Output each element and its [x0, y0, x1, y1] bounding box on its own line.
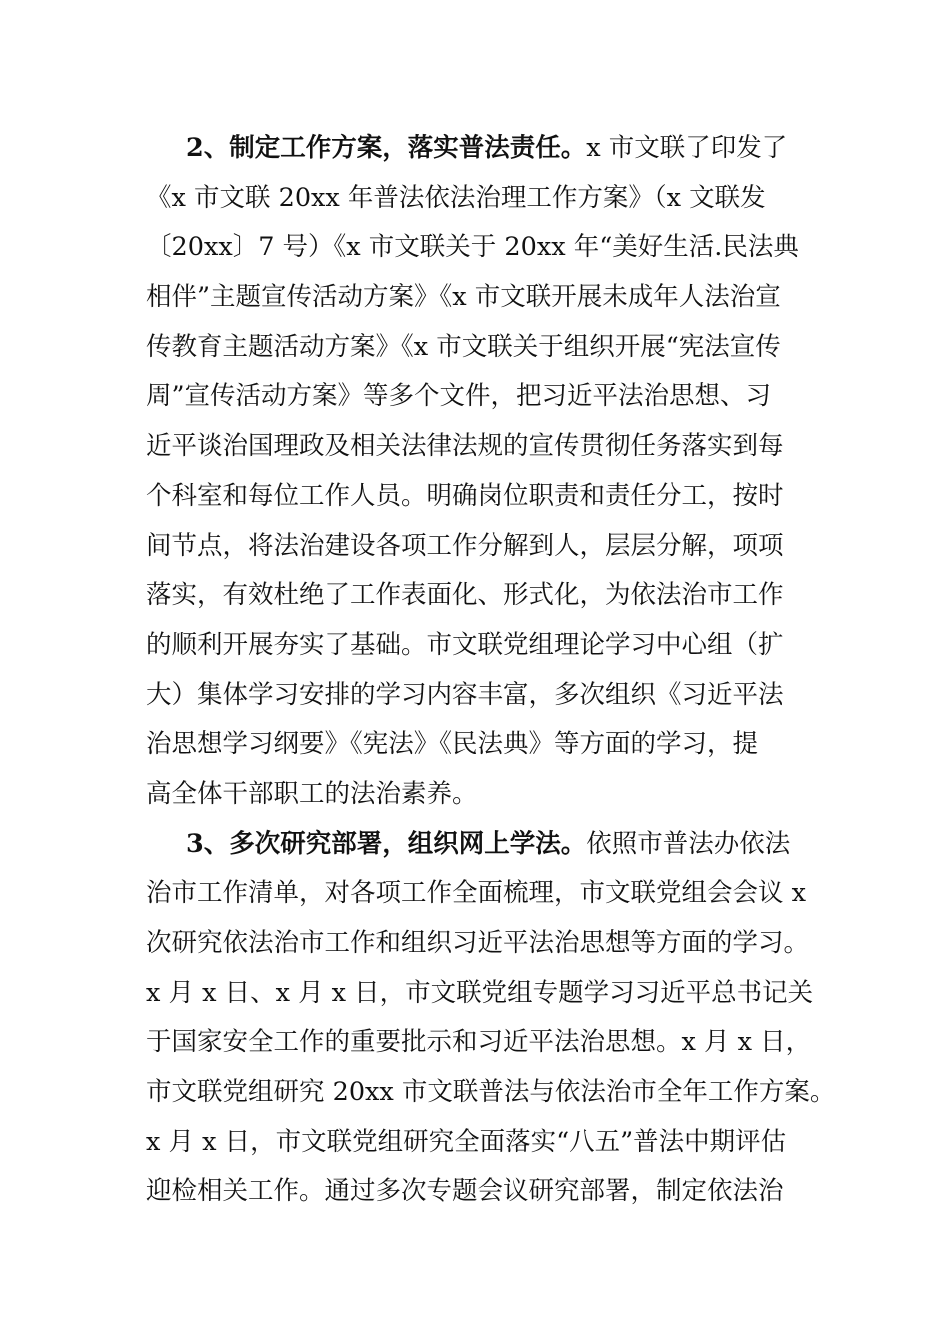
- paragraph-2-text: x 市文联了印发了: [586, 133, 788, 163]
- paragraph-line: 高全体干部职工的法治素养。: [146, 778, 478, 809]
- paragraph-line: 传教育主题活动方案》《x 市文联关于组织开展“宪法宣传: [146, 331, 781, 362]
- paragraph-line: 迎检相关工作。通过多次专题会议研究部署，制定依法治: [146, 1176, 784, 1207]
- paragraph-line: 个科室和每位工作人员。明确岗位职责和责任分工，按时: [146, 480, 784, 511]
- paragraph-2-line-1: [146, 124, 811, 174]
- paragraph-3-text: 依照市普法办依法: [586, 828, 791, 859]
- paragraph-line: 次研究依法治市工作和组织习近平法治思想等方面的学习。: [146, 928, 810, 958]
- paragraph-line: 治思想学习纲要》《宪法》《民法典》等方面的学习，提: [146, 729, 759, 760]
- paragraph-line: 〔20xx〕7 号）《x 市文联关于 20xx 年“美好生活.民法典: [146, 232, 799, 263]
- paragraph-line: 治市工作清单，对各项工作全面梳理，市文联党组会会议 x: [146, 878, 806, 909]
- paragraph-3-heading: 3、多次研究部署，组织网上学法。: [186, 828, 587, 859]
- paragraph-line: 周”宣传活动方案》等多个文件，把习近平法治思想、习: [146, 381, 772, 412]
- paragraph-line: 市文联党组研究 20xx 市文联普法与依法治市全年工作方案。: [146, 1077, 836, 1108]
- paragraph-line: 近平谈治国理政及相关法律法规的宣传贯彻任务落实到每: [146, 431, 784, 462]
- paragraph-line: 于国家安全工作的重要批示和习近平法治思想。x 月 x 日，: [146, 1027, 812, 1058]
- paragraph-3-line-1: [146, 820, 811, 870]
- paragraph-line: 落实，有效杜绝了工作表面化、形式化，为依法治市工作: [146, 580, 784, 611]
- paragraph-line: 《x 市文联 20xx 年普法依法治理工作方案》（x 文联发: [146, 182, 766, 213]
- paragraph-line: x 月 x 日、x 月 x 日，市文联党组专题学习习近平总书记关: [146, 977, 814, 1008]
- paragraph-line: 相伴”主题宣传活动方案》《x 市文联开展未成年人法治宣: [146, 282, 781, 313]
- paragraph-line: 的顺利开展夯实了基础。市文联党组理论学习中心组（扩: [146, 629, 784, 660]
- document-body: [146, 124, 836, 1217]
- paragraph-line: x 月 x 日，市文联党组研究全面落实“八五”普法中期评估: [146, 1126, 787, 1157]
- paragraph-line: 间节点，将法治建设各项工作分解到人，层层分解，项项: [146, 530, 784, 561]
- paragraph-2-heading: 2、制定工作方案，落实普法责任。: [186, 133, 587, 163]
- paragraph-line: 大）集体学习安排的学习内容丰富，多次组织《习近平法: [146, 679, 784, 710]
